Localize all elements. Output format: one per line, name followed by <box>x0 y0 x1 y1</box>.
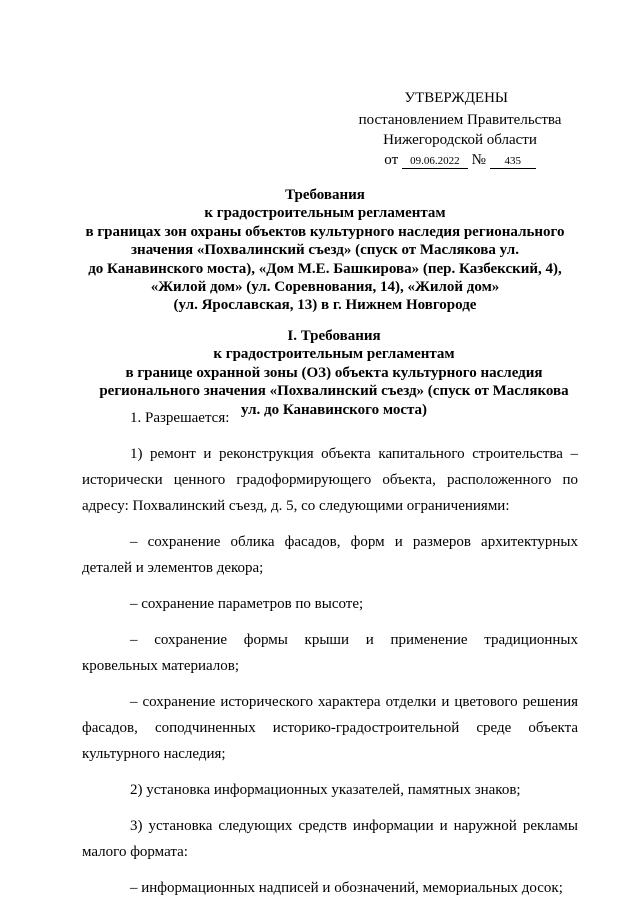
approved-heading: УТВЕРЖДЕНЫ <box>404 90 508 106</box>
approval-date-line <box>340 150 580 170</box>
number-sign: № <box>471 152 486 168</box>
section-line: в границе охранной зоны (ОЗ) объекта культурного наследия <box>125 364 543 381</box>
title-line: значения «Похвалинский съезд» (спуск от Маслякова ул. <box>131 242 519 259</box>
title-line: к градостроительным регламентам <box>204 205 446 222</box>
title-line: «Жилой дом» (ул. Соревнования, 14), «Жилой дом» <box>150 279 500 296</box>
paragraph: – сохранение параметров по высоте; <box>130 596 364 612</box>
title-line: до Канавинского моста), «Дом М.Е. Башкирова» (пер. Казбекский, 4), <box>88 260 562 277</box>
paragraph: 1) ремонт и реконструкция объекта капитального строительства – исторически ценного градоформирующего объекта, расположенного по адресу: Похвалинский съезд, д. 5, со следующими ограничениями: <box>82 446 578 514</box>
date-prefix: от <box>384 152 399 168</box>
paragraph: 1. Разрешается: <box>130 410 230 426</box>
paragraph: – сохранение формы крыши и применение традиционных кровельных материалов; <box>82 632 578 674</box>
approval-number: 435 <box>490 154 536 169</box>
paragraph: – сохранение исторического характера отделки и цветового решения фасадов, соподчиненных историко-градостроительной среде объекта культурного наследия; <box>82 694 578 762</box>
approval-line-2: Нижегородской области <box>383 132 537 148</box>
title-line: (ул. Ярославская, 13) в г. Нижнем Новгороде <box>173 297 477 314</box>
paragraph: – информационных надписей и обозначений, мемориальных досок; <box>130 880 563 896</box>
section-line: регионального значения «Похвалинский съезд» (спуск от Маслякова <box>99 383 569 400</box>
document-body <box>82 405 578 901</box>
section-line: I. Требования <box>287 328 381 344</box>
document-title <box>60 186 590 315</box>
section-line: ул. до Канавинского моста) <box>240 401 428 418</box>
section-line: к градостроительным регламентам <box>213 346 455 363</box>
title-line: в границах зон охраны объектов культурного наследия регионального <box>85 223 565 240</box>
title-line: Требования <box>285 187 365 203</box>
approval-date: 09.06.2022 <box>402 154 468 169</box>
paragraph: – сохранение облика фасадов, форм и размеров архитектурных деталей и элементов декора; <box>82 534 578 576</box>
paragraph: 2) установка информационных указателей, памятных знаков; <box>130 782 521 798</box>
paragraph: 3) установка следующих средств информации и наружной рекламы малого формата: <box>82 818 578 860</box>
approval-line-1: постановлением Правительства <box>358 112 562 128</box>
approval-stamp <box>340 90 580 170</box>
